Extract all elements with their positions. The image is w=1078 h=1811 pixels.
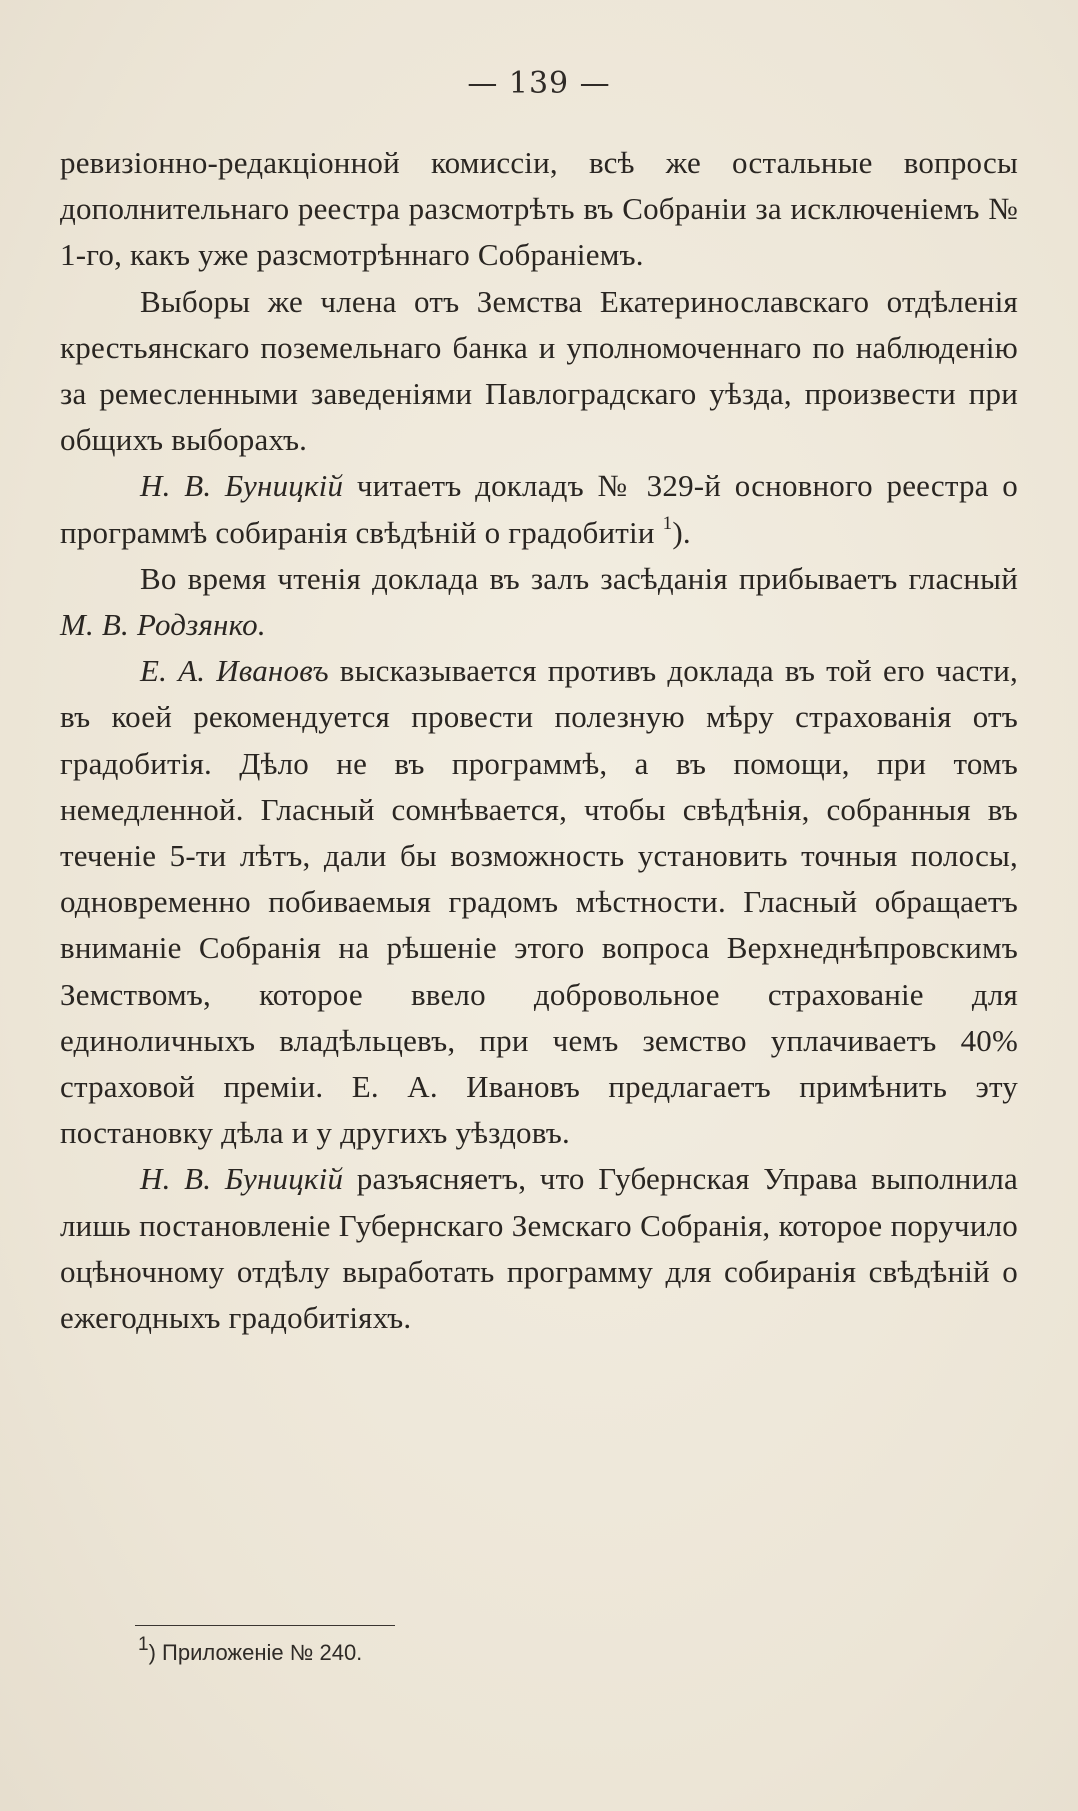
- paragraph: [60, 556, 1018, 648]
- text-run: высказывается противъ доклада въ той его части, въ коей рекомендуется провести полезную мѣру страхованія отъ градобитія. Дѣло не въ программѣ, а въ помощи, при томъ немедленной. Гласный сомнѣвается, чтобы свѣдѣнія, собранныя въ теченіе 5-ти лѣтъ, дали бы возможность установить точныя полосы, одновременно побиваемыя градомъ мѣстности. Гласный обращаетъ вниманіе Собранія на рѣшеніе этого вопроса Верхнеднѣпровскимъ Земствомъ, которое ввело добровольное страхованіе для единоличныхъ владѣльцевъ, при чемъ земство уплачиваетъ 40% страховой преміи. Е. А. Ивановъ предлагаетъ примѣнить эту постановку дѣла и у другихъ уѣздовъ.: [60, 653, 1018, 1151]
- page-number: — 139 —: [467, 66, 611, 101]
- text-run: ревизіонно-редакціонной комиссіи, всѣ же остальные вопросы дополнительнаго реестра разсмотрѣть въ Собраніи за исключеніемъ № 1-го, какъ уже разсмотрѣннаго Собраніемъ.: [60, 145, 1018, 273]
- text-run: разъясняетъ, что Губернская Управа выполнила лишь постановленіе Губернскаго Земскаго Собранія, которое поручило оцѣночному отдѣлу выработать программу для собиранія свѣдѣній о ежегодныхъ градобитіяхъ.: [60, 1161, 1018, 1336]
- speaker-name: Н. В. Буницкій: [140, 468, 344, 504]
- paragraph: [60, 140, 1018, 279]
- speaker-name: М. В. Родзянко.: [60, 607, 266, 643]
- body-text: [60, 140, 1018, 1341]
- text-run: Во время чтенія доклада въ залъ засѣданія прибываетъ гласный: [140, 560, 1018, 596]
- speaker-name: Е. А. Ивановъ: [140, 653, 329, 689]
- footnote: [138, 1633, 363, 1666]
- footnote-divider: [135, 1625, 395, 1626]
- paragraph: [60, 648, 1018, 1156]
- footnote-text: ) Приложеніе № 240.: [148, 1640, 363, 1665]
- text-run: читаетъ докладъ № 329-й основного реестра о программѣ собиранія свѣдѣній о градобитіи: [60, 468, 1018, 550]
- paragraph: [60, 279, 1018, 464]
- text-run: Выборы же члена отъ Земства Екатеринославскаго отдѣленія крестьянскаго поземельнаго банка и уполномоченнаго по наблюденію за ремесленными заведеніями Павлоградскаго уѣзда, произвести при общихъ выборахъ.: [60, 283, 1018, 458]
- footnote-marker: 1: [138, 1633, 149, 1655]
- speaker-name: Н. В. Буницкій: [140, 1161, 344, 1197]
- paragraph: [60, 1156, 1018, 1341]
- paragraph: [60, 463, 1018, 555]
- text-run: ).: [672, 514, 691, 550]
- footnote-reference: 1: [662, 513, 673, 535]
